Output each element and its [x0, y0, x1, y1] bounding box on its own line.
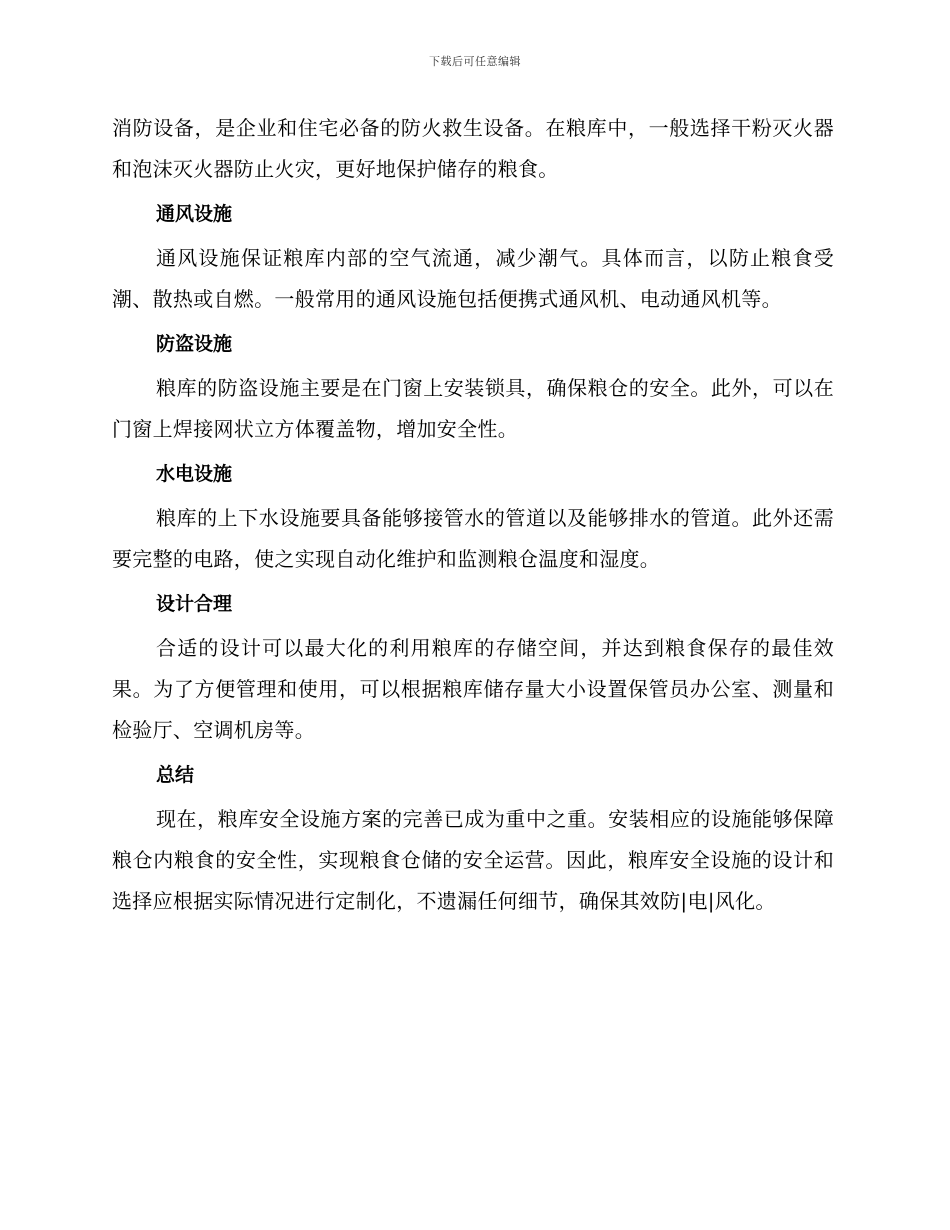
section-heading-utilities: 水电设施 — [156, 463, 233, 485]
page-header: 下载后可任意编辑 — [429, 55, 521, 68]
section-heading-design: 设计合理 — [156, 593, 233, 615]
antitheft-paragraph: 粮库的防盗设施主要是在门窗上安装锁具，确保粮仓的安全。此外，可以在门窗上焊接网状立方体覆盖物，增加安全性。 — [112, 376, 834, 441]
section-heading-ventilation: 通风设施 — [156, 203, 233, 225]
ventilation-paragraph: 通风设施保证粮库内部的空气流通，减少潮气。具体而言，以防止粮食受潮、散热或自燃。一般常用的通风设施包括便携式通风机、电动通风机等。 — [112, 246, 834, 311]
section-heading-antitheft: 防盗设施 — [156, 333, 233, 355]
section-heading-summary: 总结 — [156, 764, 195, 786]
design-paragraph: 合适的设计可以最大化的利用粮库的存储空间，并达到粮食保存的最佳效果。为了方便管理和使用，可以根据粮库储存量大小设置保管员办公室、测量和检验厅、空调机房等。 — [112, 636, 834, 742]
document-body — [112, 108, 834, 922]
summary-paragraph: 现在，粮库安全设施方案的完善已成为重中之重。安装相应的设施能够保障粮仓内粮食的安全性，实现粮食仓储的安全运营。因此，粮库安全设施的设计和选择应根据实际情况进行定制化，不遗漏任何细节，确保其效防|电|风化。 — [112, 807, 834, 913]
intro-paragraph: 消防设备，是企业和住宅必备的防火救生设备。在粮库中，一般选择干粉灭火器和泡沫灭火器防止火灾，更好地保护储存的粮食。 — [112, 116, 834, 181]
utilities-paragraph: 粮库的上下水设施要具备能够接管水的管道以及能够排水的管道。此外还需要完整的电路，使之实现自动化维护和监测粮仓温度和湿度。 — [112, 506, 834, 571]
